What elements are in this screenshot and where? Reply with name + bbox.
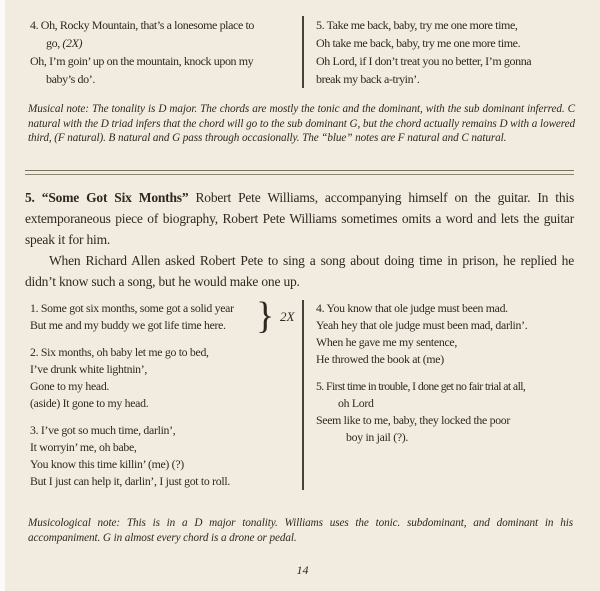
verse-line: break my back a-tryin’. [316, 72, 420, 86]
stanza-1 [30, 294, 302, 337]
lyric-line: He throwed the book at (me) [316, 351, 444, 366]
verse-line: 5. Take me back, baby, try me one more time, [316, 18, 518, 32]
stanza-3 [30, 422, 302, 490]
page-number: 14 [296, 562, 309, 577]
lyric-line: Yeah hey that ole judge must been mad, darlin’. [316, 317, 528, 332]
lyric-line: (aside) It gone to my head. [30, 395, 149, 410]
stanza-2 [30, 344, 302, 412]
section-intro-text: Robert Pete Williams, accompanying himself on the guitar. In this extemporaneous piece of biography, Robert Pete Williams sometimes omits a word and lets the guitar speak it for him. [25, 189, 574, 247]
top-verse-left [30, 16, 302, 88]
lyric-line: It worryin’ me, oh babe, [30, 439, 137, 454]
lyric-line: You know this time killin’ (me) (?) [30, 456, 184, 471]
verse-line-text: go, [46, 36, 60, 50]
lyric-line: I’ve drunk white lightnin’, [30, 361, 148, 376]
double-horizontal-rule [25, 170, 574, 175]
repeat-marker: 2X [280, 308, 295, 324]
verse-line: Oh take me back, baby, try me one more time. [316, 36, 521, 50]
verse-line: Oh Lord, if I don’t treat you no better, I’m gonna [316, 54, 532, 68]
lyric-line: oh Lord [338, 395, 374, 410]
top-verse-right [304, 16, 575, 88]
musical-note: Musical note: The tonality is D major. The chords are mostly the tonic and the dominant, with the sub dominant inferred. C natural with the D triad infers that the chord will go to the sub dominant G, but the chord actually remains D with a lowered third, (F natural). B natural and G pass through occasionally. The “blue” notes are F natural and C natural. [28, 103, 575, 144]
repeat-brace: } [256, 294, 275, 337]
stanza-5 [316, 378, 575, 446]
lyrics-right-column [304, 300, 575, 490]
repeat-marker: (2X) [62, 36, 83, 50]
section-intro [25, 187, 574, 292]
lyric-line: Seem like to me, baby, they locked the poor [316, 412, 511, 427]
lyric-line: 4. You know that ole judge must been mad. [316, 300, 508, 315]
lyric-line: 3. I’ve got so much time, darlin’, [30, 422, 176, 437]
stanza-4 [316, 300, 575, 368]
lyric-line: But I just can help it, darlin’, I just got to roll. [30, 473, 230, 488]
top-verse-section [30, 16, 575, 88]
song-title-heading: 5. “Some Got Six Months” [25, 189, 189, 205]
lyrics-left-column [30, 294, 302, 490]
section-paragraph-2: When Richard Allen asked Robert Pete to sing a song about doing time in prison, he replied he didn’t know such a song, but he would make one up. [25, 252, 574, 289]
section-intro-paragraph [25, 187, 574, 250]
verse-line: baby’s do’. [46, 72, 95, 86]
verse-line: Oh, I’m goin’ up on the mountain, knock upon my [30, 54, 254, 68]
lyric-line: Gone to my head. [30, 378, 110, 393]
musicological-note: Musicological note: This is in a D major tonality. Williams uses the tonic. subdominant, and dominant in his accompaniment. G in almost every chord is a drone or pedal. [28, 516, 573, 544]
lyric-line: 1. Some got six months, some got a solid year [30, 300, 234, 315]
lyric-line: 5. First time in trouble, I done get no fair trial at all, [316, 378, 526, 393]
lyric-line: 2. Six months, oh baby let me go to bed, [30, 344, 209, 359]
verse-line [30, 34, 302, 52]
verse-line: 4. Oh, Rocky Mountain, that’s a lonesome place to [30, 18, 255, 32]
lyrics-section [30, 294, 575, 490]
lyric-line: But me and my buddy we got life time here. [30, 317, 226, 332]
lyric-line: When he gave me my sentence, [316, 334, 457, 349]
lyric-line: boy in jail (?). [346, 429, 409, 444]
